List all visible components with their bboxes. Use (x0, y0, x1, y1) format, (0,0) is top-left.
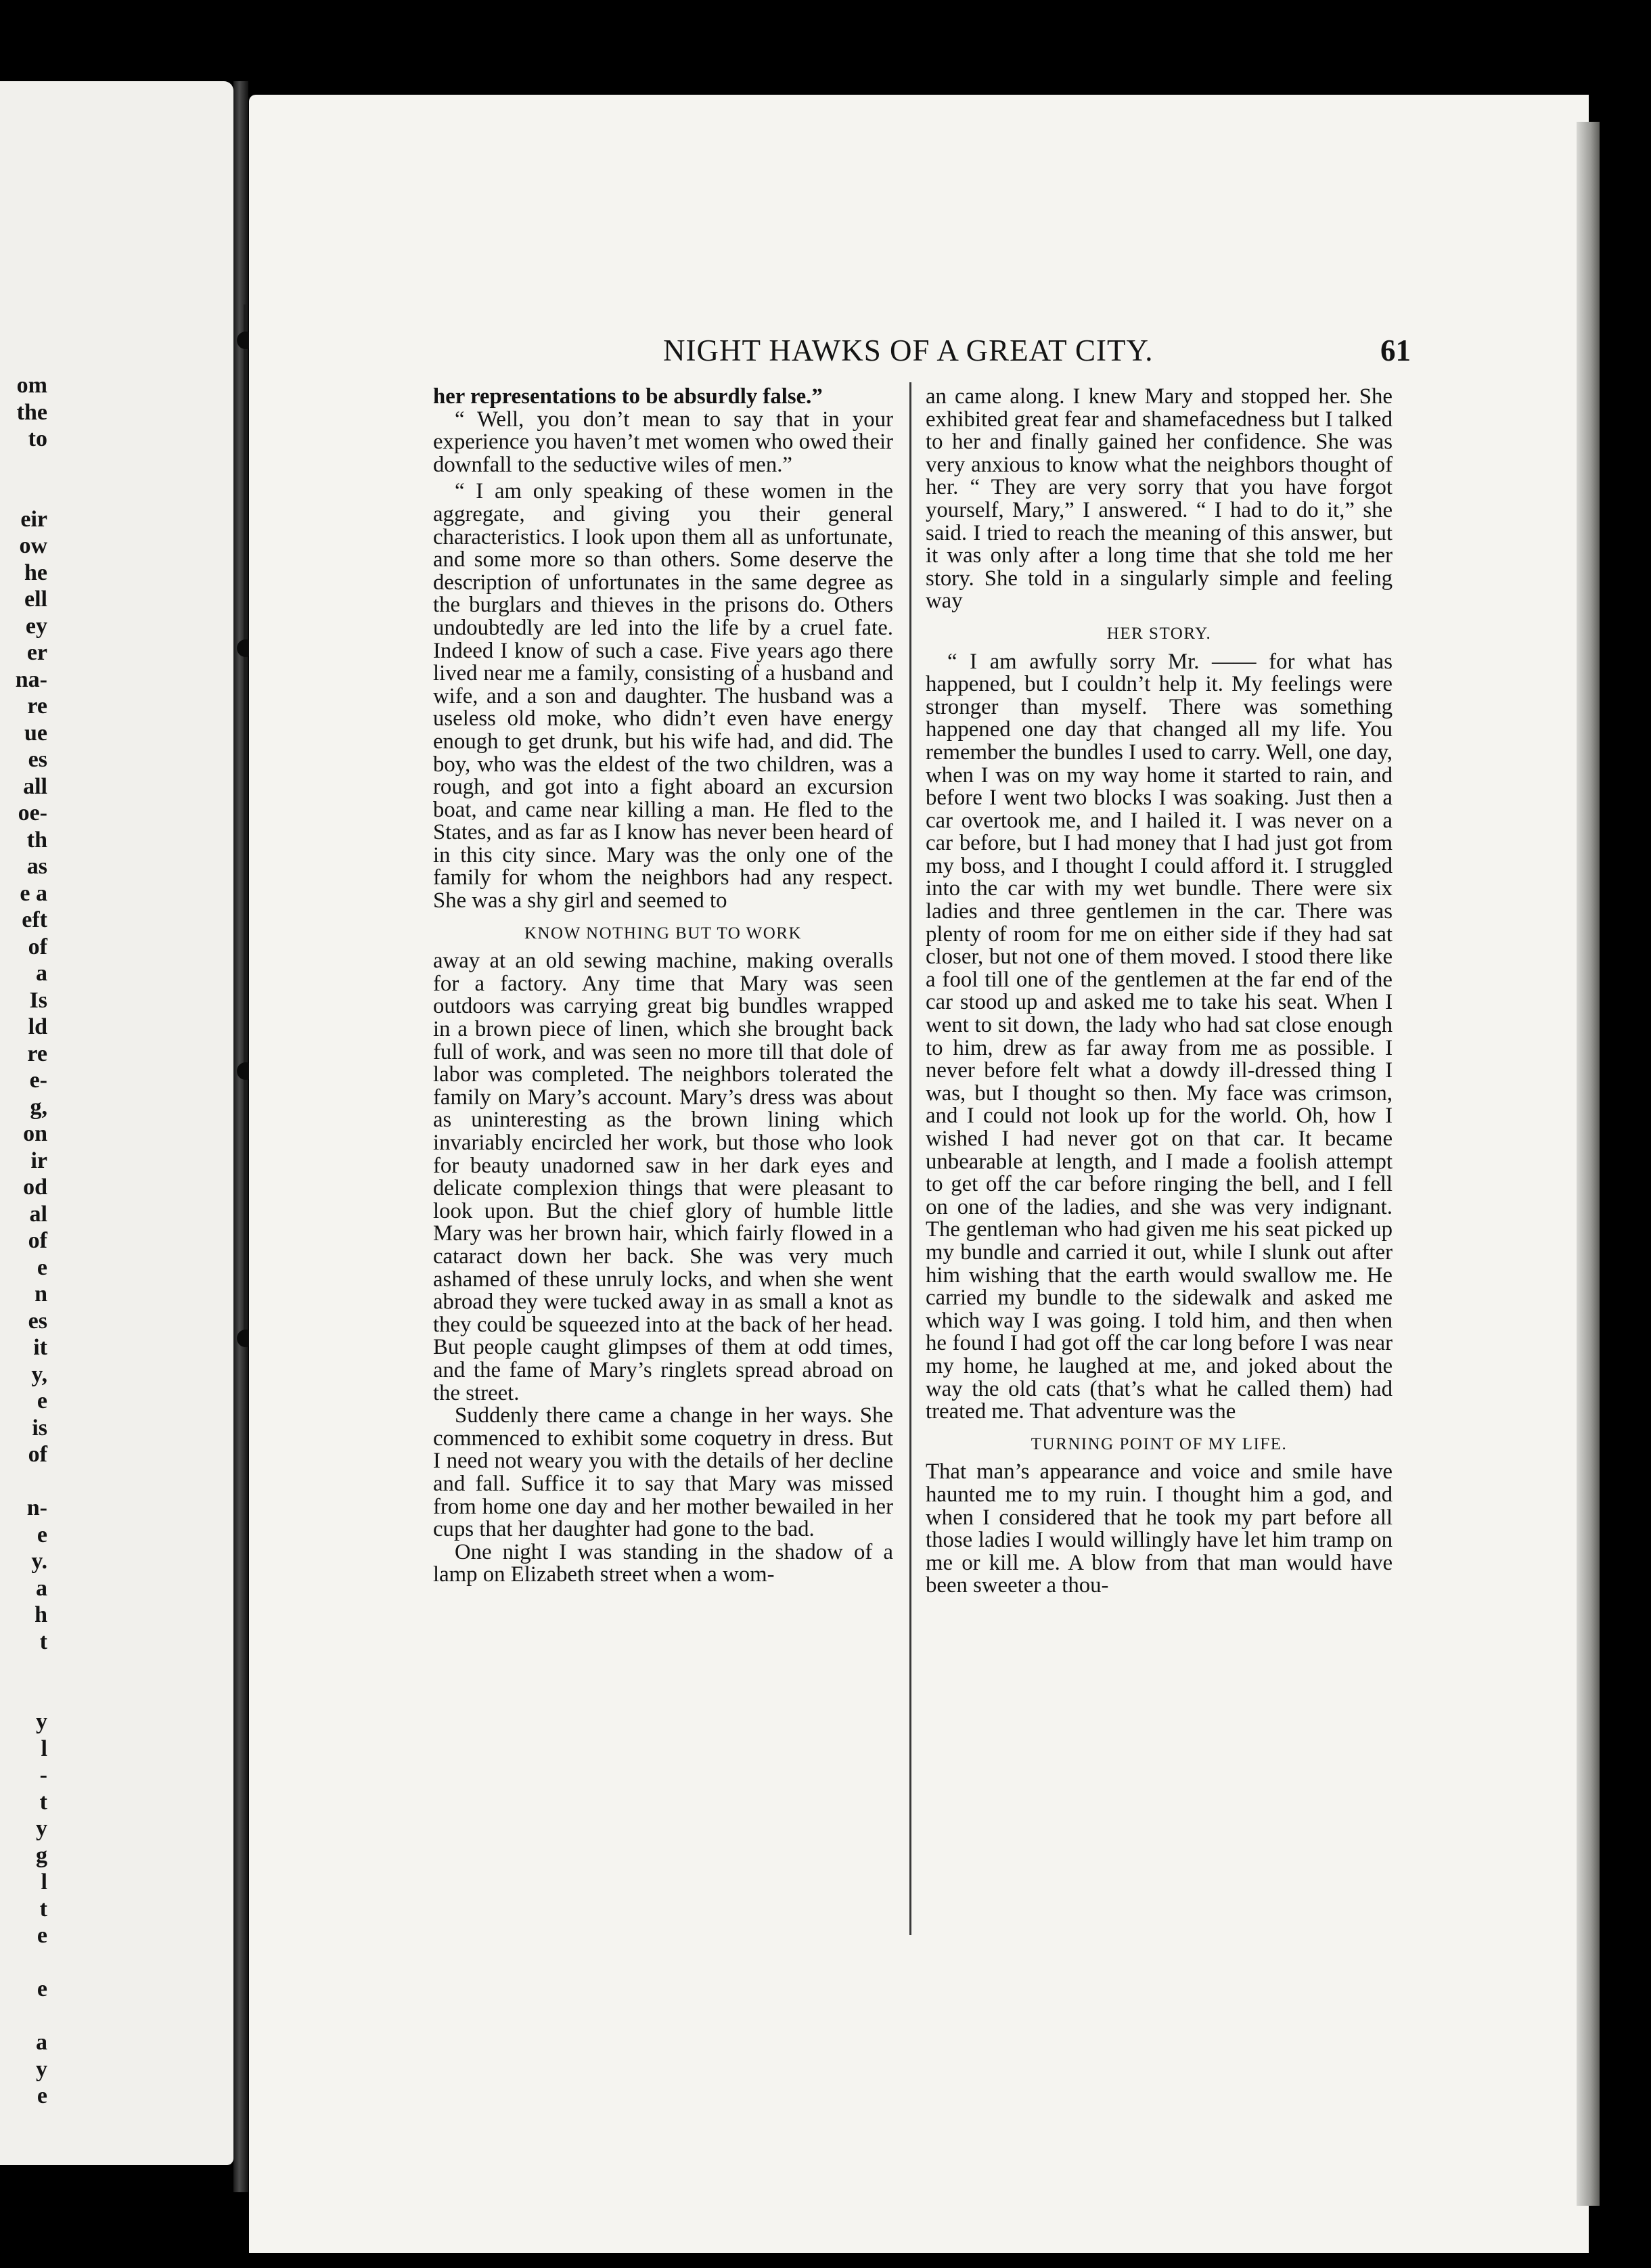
left-page-fragment: es (28, 747, 47, 772)
left-page-fragment: na- (15, 666, 47, 692)
paragraph: Suddenly there came a change in her ways. She commenced to exhibit some coquetry in dress. But I need not weary you with the details of her decline and fall. Suffice it to say that Mary was missed from home one day and her mother bewailed in her cups that her daughter had gone to the bad. (433, 1403, 893, 1542)
left-page-fragment: e (37, 1388, 47, 1413)
left-page-fragment: t (39, 1629, 47, 1654)
left-page-fragment: g (36, 1842, 47, 1868)
left-page-fragment: ld (28, 1014, 47, 1039)
paragraph: an came along. I knew Mary and stopped her. She exhibited great fear and shamefacedness but I talked to her and finally gained her confidence. She was very anxious to know what the neighbors thought of her. “ They are very sorry that you have forgot yourself, Mary,” I answered. “ I had to do it,” she said. I tried to reach the meaning of this answer, but it was only after a long time that she told me her story. She told in a singularly simple and feeling way (926, 384, 1393, 614)
left-page-fragment: e (37, 1254, 47, 1280)
left-page-fragment: to (28, 426, 47, 451)
left-page-text-fragments (0, 372, 47, 2110)
paragraph: her representations to be absurdly false.” (433, 384, 823, 409)
left-page-fragment: e (37, 1923, 47, 1948)
left-page-fragment: n (35, 1282, 47, 1307)
left-page-fragment: e- (29, 1068, 47, 1093)
left-page-fragment: t (39, 1789, 47, 1815)
left-page-fragment: a (36, 1575, 47, 1601)
paragraph: “ Well, you don’t mean to say that in your experience you haven’t met women who owed their downfall to the seductive wiles of men.” (433, 407, 893, 477)
left-page-fragment: g, (30, 1094, 47, 1120)
left-page-fragment: it (33, 1335, 47, 1360)
left-page-fragment: ir (30, 1148, 47, 1173)
section-heading: TURNING POINT OF MY LIFE. (1031, 1434, 1288, 1453)
left-page-fragment: ell (24, 587, 47, 612)
left-page-fragment: t (39, 1896, 47, 1922)
left-page-fragment: y (36, 1816, 47, 1841)
left-page-fragment: al (29, 1201, 47, 1227)
left-page (0, 81, 233, 2165)
left-page-fragment: as (26, 854, 47, 879)
left-page-fragment: all (23, 773, 47, 799)
left-page-fragment: - (39, 1763, 47, 1788)
left-page-fragment: y (36, 2056, 47, 2082)
left-page-fragment: es (28, 1308, 47, 1334)
section-heading: HER STORY. (1106, 624, 1212, 643)
left-page-fragment: e (37, 1522, 47, 1547)
left-page-fragment: l (41, 1736, 47, 1761)
section-heading: KNOW NOTHING BUT TO WORK (524, 924, 802, 943)
left-page-fragment: ow (19, 533, 47, 558)
left-page-fragment: re (27, 694, 47, 719)
paragraph: away at an old sewing machine, making overalls for a factory. Any time that Mary was seen outdoors was carrying great big bundles wrapped in a brown piece of linen, which she brought back full of work, and was seen no more till that dole of labor was completed. The neighbors tolerated the family on Mary’s account. Mary’s dress was about as uninteresting as the brown lining which invariably encircled her work, but those who look for beauty unadorned saw in her dark eyes and delicate complexion things that were pleasant to look upon. But the chief glory of humble little Mary was her brown hair, which fairly flowed in a cataract down her back. She was very much ashamed of these unruly locks, and when she went abroad they were tucked away in as small a knot as they could be squeezed into at the back of her head. But people caught glimpses of them at odd times, and the fame of Mary’s ringlets spread abroad on the street. (433, 949, 893, 1405)
left-page-fragment (0, 1468, 47, 1495)
left-page-fragment: Is (29, 987, 47, 1013)
paragraph: That man’s appearance and voice and smile have haunted me to my ruin. I thought him a god, and when I considered that he took my part before all those ladies I would willingly have let him tramp on me or kill me. A blow from that man would have been sweeter a thou- (926, 1459, 1393, 1598)
left-page-fragment: a (36, 961, 47, 986)
left-page-fragment: is (32, 1415, 47, 1441)
left-page-fragment: e (37, 1976, 47, 2001)
left-page-fragment: od (23, 1175, 47, 1200)
left-page-fragment: of (28, 1228, 47, 1253)
left-page-fragment: oe- (18, 800, 47, 825)
left-page-fragment: eft (22, 907, 47, 932)
left-page-fragment: the (16, 399, 47, 425)
paragraph: One night I was standing in the shadow of a lamp on Elizabeth street when a wom- (433, 1539, 893, 1587)
running-head: NIGHT HAWKS OF A GREAT CITY. (663, 334, 1154, 367)
left-page-fragment: e (37, 2083, 47, 2108)
text-column-left (433, 386, 893, 1587)
column-rule (909, 382, 911, 1935)
left-page-fragment: re (27, 1041, 47, 1066)
left-page-fragment: er (26, 640, 47, 665)
left-page-fragment: a (36, 2030, 47, 2055)
left-page-fragment: of (28, 1442, 47, 1467)
left-page-fragment (0, 479, 47, 506)
left-page-fragment: h (35, 1602, 47, 1627)
left-page-fragment: y. (31, 1549, 47, 1574)
left-page-fragment: n- (26, 1495, 47, 1520)
left-page-fragment: on (23, 1121, 47, 1146)
left-page-fragment: e a (20, 880, 47, 906)
left-page-fragment (0, 1655, 47, 1682)
left-page-fragment: of (28, 934, 47, 959)
left-page-fragment: y, (31, 1361, 47, 1387)
left-page-fragment: th (26, 827, 47, 853)
left-page-fragment (0, 2003, 47, 2030)
page-edge (1577, 122, 1600, 2206)
left-page-fragment (0, 1949, 47, 1976)
left-page-fragment (0, 453, 47, 480)
binding-thread (244, 304, 246, 1346)
paragraph: “ I am awfully sorry Mr. —— for what has happened, but I couldn’t help it. My feelings were stronger than myself. There was something happened one day that changed all my life. You remember the bundles I used to carry. Well, one day, when I was on my way home it started to rain, and before I went two blocks I was soaking. Just then a car overtook me, and I hailed it. I was never on a car before, but I had money that I had just got from my boss, and I thought I could afford it. I struggled into the car with my wet bundle. There were six ladies and three gentlemen in the car. There was plenty of room for me on either side if they had sat closer, but not one of them moved. I stood there like a fool till one of the gentlemen at the far end of the car stood up and asked me to take his seat. When I went to sit down, the lady who had sat close enough to him, drew as far away from me as possible. I never before felt what a dowdy ill-dressed thing I was, but I thought so then. My face was crimson, and I could not look up for the world. Oh, how I wished I had never got on that car. It became unbearable at length, and I made a foolish attempt to get off the car before ringing the bell, and I fell on one of the ladies, and she was very indignant. The gentleman who had given me his seat picked up my bundle and carried it out, while I slunk out after him wishing that the earth would swallow me. He carried my bundle to the sidewalk and asked me which way I was going. I told him, and then when he found I had got off the car long before I was near my home, he laughed at me, and joked about the way the old cats (that’s what he called them) had treated me. That adventure was the (926, 649, 1393, 1424)
left-page-fragment (0, 1682, 47, 1709)
left-page-fragment: eir (20, 506, 47, 532)
text-column-right (926, 386, 1393, 1597)
left-page-fragment: l (41, 1869, 47, 1895)
left-page-fragment: ue (24, 720, 47, 746)
left-page-fragment: he (24, 560, 47, 585)
left-page-fragment: om (16, 373, 47, 398)
left-page-fragment: y (36, 1709, 47, 1734)
paragraph: “ I am only speaking of these women in the aggregate, and giving you their general characteristics. I look upon them all as unfortunate, and some more so than others. Some deserve the description of unfortunates in the same degree as the burglars and thieves in the prisons do. Others undoubtedly are led into the life by a cruel fate. Indeed I know of such a case. Five years ago there lived near me a family, consisting of a husband and wife, and a son and daughter. The husband was a useless old moke, who didn’t even have energy enough to get drunk, but his wife had, and did. The boy, who was the eldest of the two children, was a rough, and got into a fight aboard an excursion boat, and came near killing a man. He fled to the States, and as far as I know has never been heard of in this city since. Mary was the only one of the family for whom the neighbors had any respect. She was a shy girl and seemed to (433, 479, 893, 913)
left-page-fragment: ey (25, 613, 47, 639)
page-number: 61 (1380, 334, 1411, 367)
